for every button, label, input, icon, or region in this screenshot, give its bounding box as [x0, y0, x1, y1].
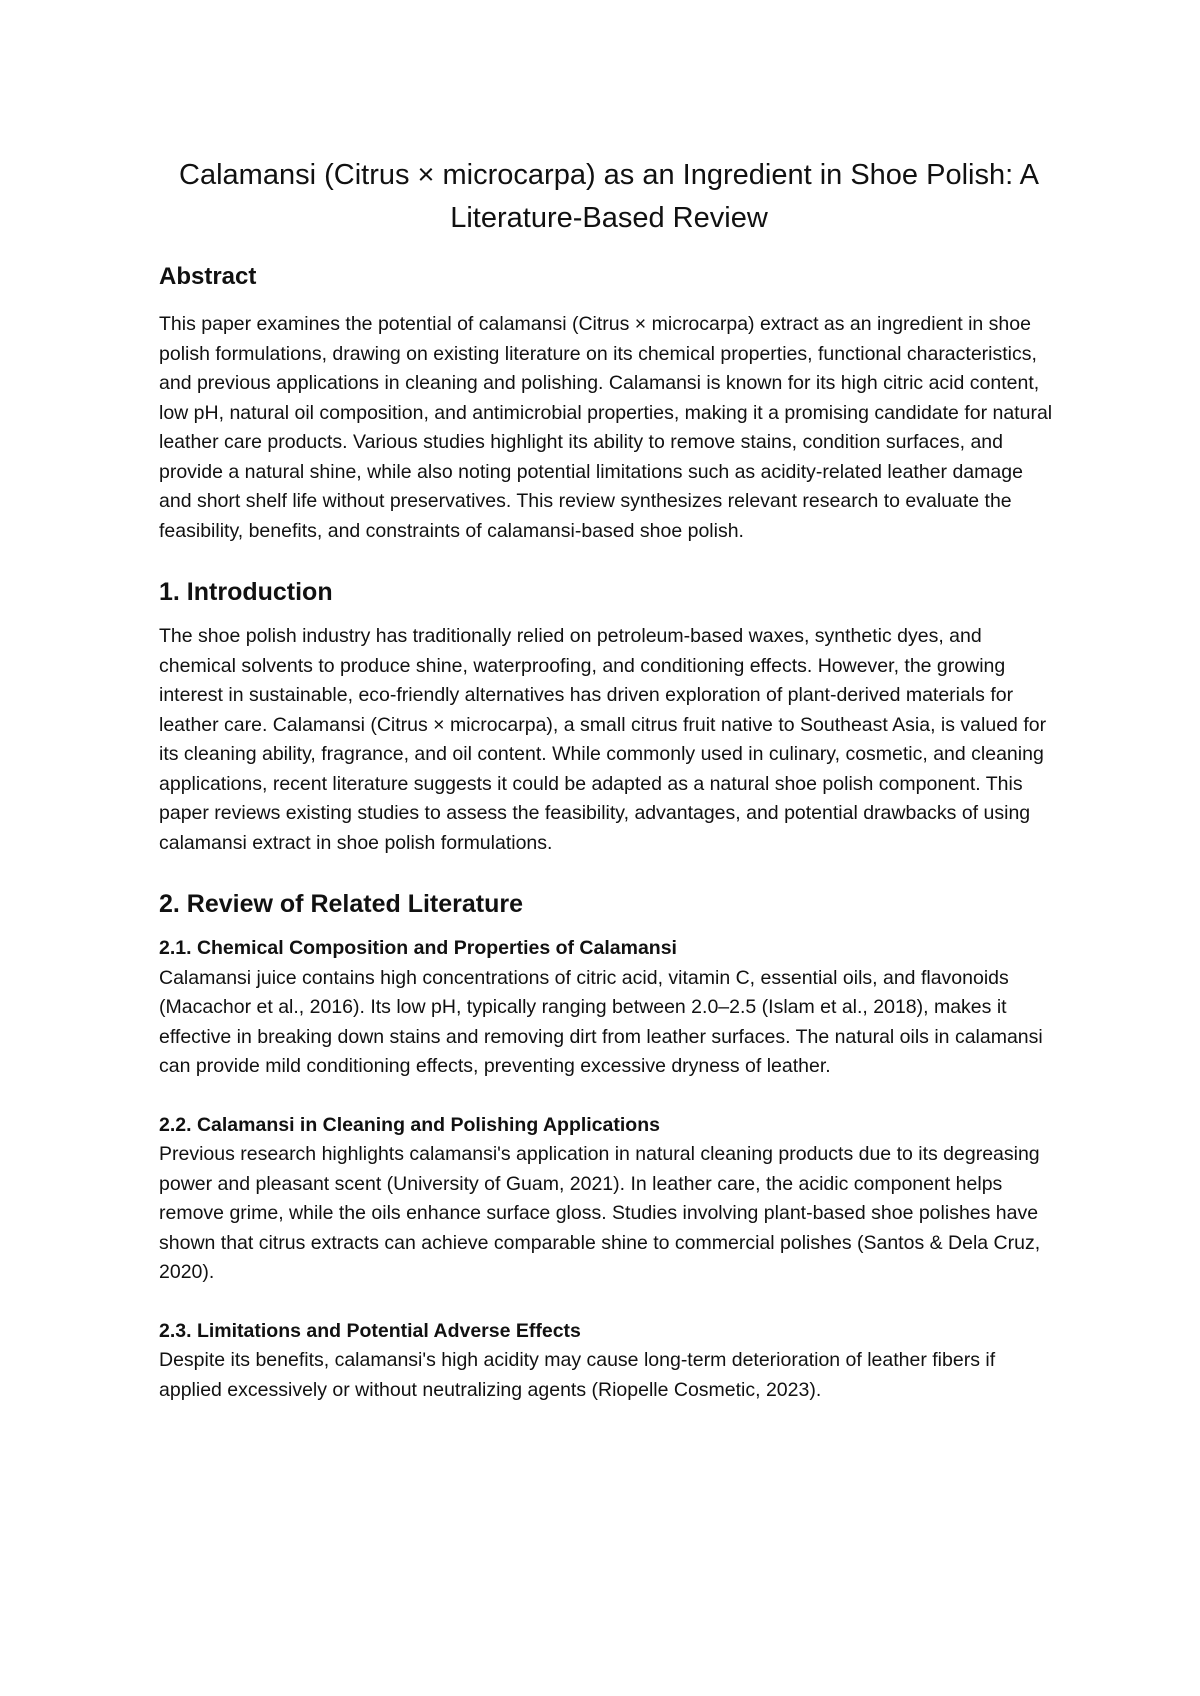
- introduction-heading: 1. Introduction: [159, 578, 333, 606]
- subsection-text-2-1: Calamansi juice contains high concentrations of citric acid, vitamin C, essential oils, and flavonoids (Macachor et al., 2016). Its low pH, typically ranging between 2.0–2.5 (Islam et al., 2018), makes it effective in breaking down stains and removing dirt from leather surfaces. The natural oils in calamansi can provide mild conditioning effects, preventing excessive dryness of leather.: [159, 966, 1043, 1077]
- paper-title: Calamansi (Citrus × microcarpa) as an Ingredient in Shoe Polish: A Literature-Based Review: [179, 159, 1039, 234]
- review-heading: 2. Review of Related Literature: [159, 890, 524, 918]
- subsection-text-2-3: Despite its benefits, calamansi's high acidity may cause long-term deterioration of leather fibers if applied excessively or without neutralizing agents (Riopelle Cosmetic, 2023).: [159, 1349, 996, 1401]
- introduction-text: The shoe polish industry has traditionally relied on petroleum-based waxes, synthetic dyes, and chemical solvents to produce shine, waterproofing, and conditioning effects. However, the growing interest in sustainable, eco-friendly alternatives has driven exploration of plant-derived materials for leather care. Calamansi (Citrus × microcarpa), a small citrus fruit native to Southeast Asia, is valued for its cleaning ability, fragrance, and oil content. While commonly used in culinary, cosmetic, and cleaning applications, recent literature suggests it could be adapted as a natural shoe polish component. This paper reviews existing studies to assess the feasibility, advantages, and potential drawbacks of using calamansi extract in shoe polish formulations.: [159, 625, 1047, 854]
- document-content: [159, 154, 1059, 1405]
- subsection-heading-2-3: 2.3. Limitations and Potential Adverse Effects: [159, 1319, 581, 1342]
- subsection-text-2-2: Previous research highlights calamansi's application in natural cleaning products due to its degreasing power and pleasant scent (University of Guam, 2021). In leather care, the acidic component helps remove grime, while the oils enhance surface gloss. Studies involving plant-based shoe polishes have shown that citrus extracts can achieve comparable shine to commercial polishes (Santos & Dela Cruz, 2020).: [159, 1143, 1041, 1283]
- subsection-heading-2-2: 2.2. Calamansi in Cleaning and Polishing Applications: [159, 1113, 660, 1136]
- subsection-heading-2-1: 2.1. Chemical Composition and Properties of Calamansi: [159, 937, 677, 959]
- abstract-heading: Abstract: [159, 263, 257, 290]
- abstract-text: This paper examines the potential of calamansi (Citrus × microcarpa) extract as an ingredient in shoe polish formulations, drawing on existing literature on its chemical properties, functional characteristics, and previous applications in cleaning and polishing. Calamansi is known for its high citric acid content, low pH, natural oil composition, and antimicrobial properties, making it a promising candidate for natural leather care products. Various studies highlight its ability to remove stains, condition surfaces, and provide a natural shine, while also noting potential limitations such as acidity-related leather damage and short shelf life without preservatives. This review synthesizes relevant research to evaluate the feasibility, benefits, and constraints of calamansi-based shoe polish.: [159, 313, 1053, 542]
